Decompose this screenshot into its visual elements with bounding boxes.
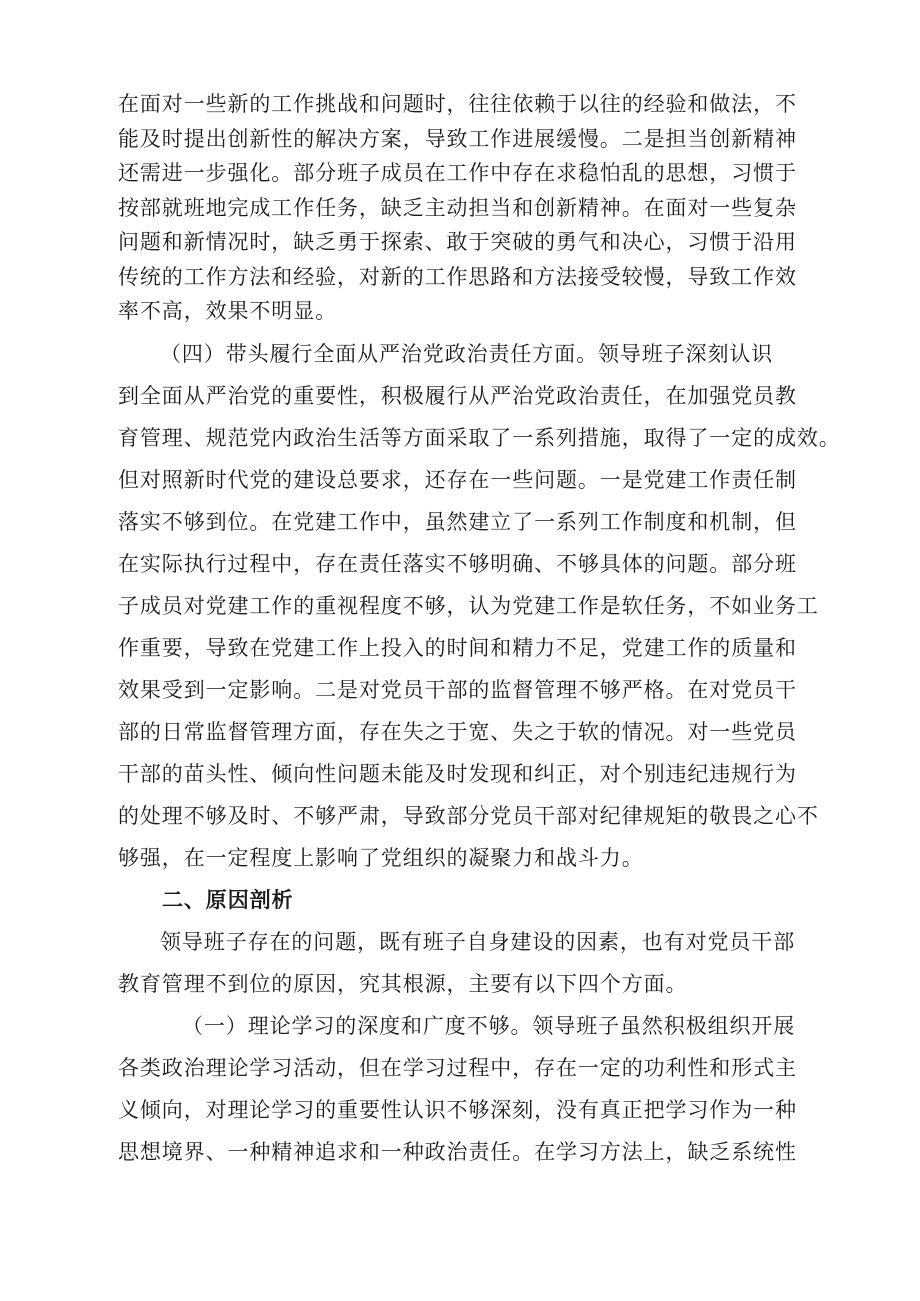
section-heading: 二、原因剖析 (162, 888, 294, 912)
paragraph-line: 领导班子存在的问题，既有班子自身建设的因素，也有对党员干部 (160, 930, 796, 954)
paragraph-line: 在面对一些新的工作挑战和问题时，往往依赖于以往的经验和做法，不 (118, 92, 797, 116)
paragraph-line: 够强，在一定程度上影响了党组织的凝聚力和战斗力。 (118, 846, 644, 870)
paragraph-line: 的处理不够及时、不够严肃，导致部分党员干部对纪律规矩的敬畏之心不 (118, 804, 819, 828)
paragraph-line: 效果受到一定影响。二是对党员干部的监督管理不够严格。在对党员干 (118, 678, 797, 702)
paragraph-line: 作重要，导致在党建工作上投入的时间和精力不足，党建工作的质量和 (118, 636, 797, 660)
paragraph-line: 教育管理不到位的原因，究其根源，主要有以下四个方面。 (118, 972, 688, 996)
paragraph-line: （四）带头履行全面从严治党政治责任方面。领导班子深刻认识 (160, 342, 774, 366)
paragraph-line: 义倾向，对理论学习的重要性认识不够深刻，没有真正把学习作为一种 (118, 1098, 797, 1122)
paragraph-line: 传统的工作方法和经验，对新的工作思路和方法接受较慢，导致工作效 (118, 265, 797, 289)
paragraph-line: 率不高，效果不明显。 (118, 299, 337, 323)
paragraph-line: 部的日常监督管理方面，存在失之于宽、失之于软的情况。对一些党员 (118, 720, 797, 744)
paragraph-line: 育管理、规范党内政治生活等方面采取了一系列措施，取得了一定的成效。 (118, 426, 841, 450)
paragraph-line: 子成员对党建工作的重视程度不够，认为党建工作是软任务，不如业务工 (118, 594, 819, 618)
paragraph-line: 能及时提出创新性的解决方案，导致工作进展缓慢。二是担当创新精神 (118, 127, 797, 151)
paragraph-line: 按部就班地完成工作任务，缺乏主动担当和创新精神。在面对一些复杂 (118, 196, 797, 220)
paragraph-line: 落实不够到位。在党建工作中，虽然建立了一系列工作制度和机制，但 (118, 510, 797, 534)
paragraph-line: 到全面从严治党的重要性，积极履行从严治党政治责任，在加强党员教 (118, 384, 797, 408)
paragraph-line: 干部的苗头性、倾向性问题未能及时发现和纠正，对个别违纪违规行为 (118, 762, 797, 786)
paragraph-line: 思想境界、一种精神追求和一种政治责任。在学习方法上，缺乏系统性 (118, 1140, 797, 1164)
paragraph-line: 在实际执行过程中，存在责任落实不够明确、不够具体的问题。部分班 (118, 552, 797, 576)
paragraph-line: 各类政治理论学习活动，但在学习过程中，存在一定的功利性和形式主 (118, 1056, 797, 1080)
paragraph-line: （一）理论学习的深度和广度不够。领导班子虽然积极组织开展 (182, 1014, 796, 1038)
paragraph-line: 还需进一步强化。部分班子成员在工作中存在求稳怕乱的思想，习惯于 (118, 161, 797, 185)
paragraph-line: 问题和新情况时，缺乏勇于探索、敢于突破的勇气和决心，习惯于沿用 (118, 230, 797, 254)
paragraph-line: 但对照新时代党的建设总要求，还存在一些问题。一是党建工作责任制 (118, 468, 797, 492)
